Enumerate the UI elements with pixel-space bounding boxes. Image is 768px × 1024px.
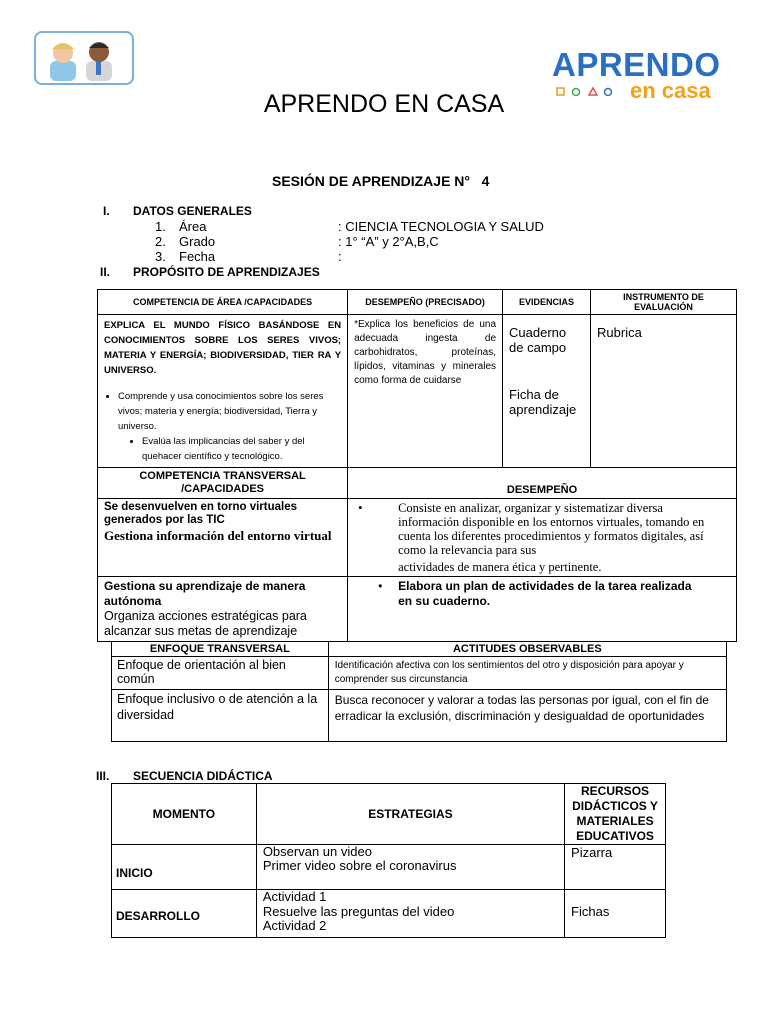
datos-num: 2.: [155, 234, 166, 249]
secuencia-table: [111, 783, 666, 938]
header-competencia-transversal: COMPETENCIA TRANSVERSAL /CAPACIDADES: [98, 468, 348, 499]
section-2-number: II.: [100, 265, 111, 279]
momento-cell: DESARROLLO: [112, 890, 257, 938]
section-1-number: I.: [103, 204, 110, 218]
datos-label: Fecha: [179, 249, 216, 264]
transversal-2-cell: [98, 577, 348, 642]
header-evidencias: EVIDENCIAS: [503, 290, 591, 315]
header-estrategias: ESTRATEGIAS: [256, 784, 564, 845]
transversal-1-desempeno: Consiste en analizar, organizar y sistematizar diversa información disponible en los entornos virtuales, tomando en cuenta los diferentes procedimientos y formatos digitales, así como la relevancia para sus: [398, 501, 705, 557]
estrategia-line: Primer video sobre el coronavirus: [262, 858, 457, 873]
enfoque-cell: Enfoque de orientación al bien común: [112, 657, 329, 690]
datos-value: : CIENCIA TECNOLOGIA Y SALUD: [338, 219, 544, 234]
header-momento: MOMENTO: [112, 784, 257, 845]
estrategia-line: Resuelve las preguntas del video: [262, 903, 455, 919]
evidencias-cell: [503, 315, 591, 468]
section-1-heading: DATOS GENERALES: [133, 204, 252, 218]
session-title: SESIÓN DE APRENDIZAJE N° 4: [272, 173, 490, 189]
header-actitudes: ACTITUDES OBSERVABLES: [328, 642, 726, 657]
section-3-number: III.: [96, 769, 110, 783]
datos-value: :: [338, 249, 342, 264]
estrategia-line: Actividad 2: [262, 918, 327, 933]
header-enfoque: ENFOQUE TRANSVERSAL: [112, 642, 329, 657]
transversal-1-desempeno-b: actividades de manera ética y pertinente.: [398, 560, 602, 574]
competencia-cell: [98, 315, 348, 468]
actitud-cell: Busca reconocer y valorar a todas las personas por igual, con el fin de erradicar la exclusión, discriminación y desigualdad de oportunidades: [328, 690, 726, 742]
transversal-2-cap: Organiza acciones estratégicas para alcanzar sus metas de aprendizaje: [104, 609, 307, 638]
estrategia-line: Observan un video: [262, 844, 372, 859]
competencia-text: EXPLICA EL MUNDO FÍSICO BASÁNDOSE EN CONOCIMIENTOS SOBRE LOS SERES VIVOS; MATERIA Y ENERGÍA; BIODIVERSIDAD, TIER RA Y UNIVERSO.: [104, 320, 342, 376]
actitud-cell: Identificación afectiva con los sentimientos del otro y disposición para apoyar y comprender sus circunstancia: [328, 657, 726, 690]
page-title: APRENDO EN CASA: [263, 90, 505, 118]
estrategias-cell: [256, 845, 564, 890]
transversal-2-title: Gestiona su aprendizaje de manera autónoma: [104, 579, 306, 608]
datos-num: 3.: [155, 249, 166, 264]
capacidad-item: • Evalúa las implicancias del saber y del quehacer científico y tecnológico.: [142, 434, 341, 464]
instrumento-text: Rubrica: [597, 325, 642, 340]
section-3-heading: SECUENCIA DIDÁCTICA: [133, 769, 273, 783]
bullet-icon: •: [358, 501, 363, 515]
transversal-1-cap: Gestiona información del entorno virtual: [104, 528, 332, 543]
momento-cell: INICIO: [112, 845, 257, 890]
logo-word-aprendo: APRENDO: [552, 46, 721, 83]
enfoque-cell: Enfoque inclusivo o de atención a la diversidad: [112, 690, 329, 742]
desempeno-text: *Explica los beneficios de una adecuada ingesta de carbohidratos, proteínas, lípidos, vitaminas y minerales como forma de cuidarse: [354, 319, 497, 386]
desempeno-cell: [348, 315, 503, 468]
recursos-cell: Pizarra: [565, 845, 666, 890]
header-instrumento: INSTRUMENTO DE EVALUACIÓN: [591, 290, 737, 315]
proposito-table: [97, 289, 737, 642]
section-2-heading: PROPÓSITO DE APRENDIZAJES: [133, 265, 320, 279]
header-competencia: COMPETENCIA DE ÁREA /CAPACIDADES: [98, 290, 348, 315]
datos-label: Grado: [179, 234, 216, 249]
evidencia-text: Cuaderno de campo: [509, 325, 567, 355]
header-recursos: RECURSOS DIDÁCTICOS Y MATERIALES EDUCATIVOS: [565, 784, 666, 845]
transversal-2-desempeno: Elabora un plan de actividades de la tarea realizada en su cuaderno.: [398, 579, 692, 608]
estrategia-line: Actividad 1: [262, 889, 327, 904]
capacidad-item: • Comprende y usa conocimientos sobre los seres vivos; materia y energía; biodiversidad, Tierra y universo.: [118, 389, 341, 434]
datos-label: Área: [179, 219, 207, 234]
datos-num: 1.: [155, 219, 166, 234]
datos-value: : 1° “A” y 2°A,B,C: [338, 234, 439, 249]
header-desempeno: DESEMPEÑO (PRECISADO): [348, 290, 503, 315]
evidencia-text: Ficha de aprendizaje: [509, 387, 577, 417]
transversal-1-desempeno-cell: [348, 499, 737, 577]
teachers-icon: [36, 33, 132, 83]
datos-row-fecha: [155, 249, 342, 264]
teachers-illustration: [34, 31, 134, 85]
enfoque-table: [111, 641, 727, 742]
logo-word-en-casa: en casa: [630, 78, 711, 103]
datos-row-grado: [155, 234, 439, 249]
transversal-1-title: Se desenvuelven en torno virtuales generados por las TIC: [104, 501, 298, 526]
capacidades-list: [104, 389, 341, 464]
transversal-2-desempeno-cell: [348, 577, 737, 642]
recursos-cell: Fichas: [565, 890, 666, 938]
instrumento-cell: [591, 315, 737, 468]
bullet-icon: •: [378, 579, 383, 593]
transversal-1-cell: [98, 499, 348, 577]
datos-row-area: [155, 219, 544, 234]
header-desempeno-transversal: DESEMPEÑO: [348, 468, 737, 499]
estrategias-cell: [256, 890, 564, 938]
